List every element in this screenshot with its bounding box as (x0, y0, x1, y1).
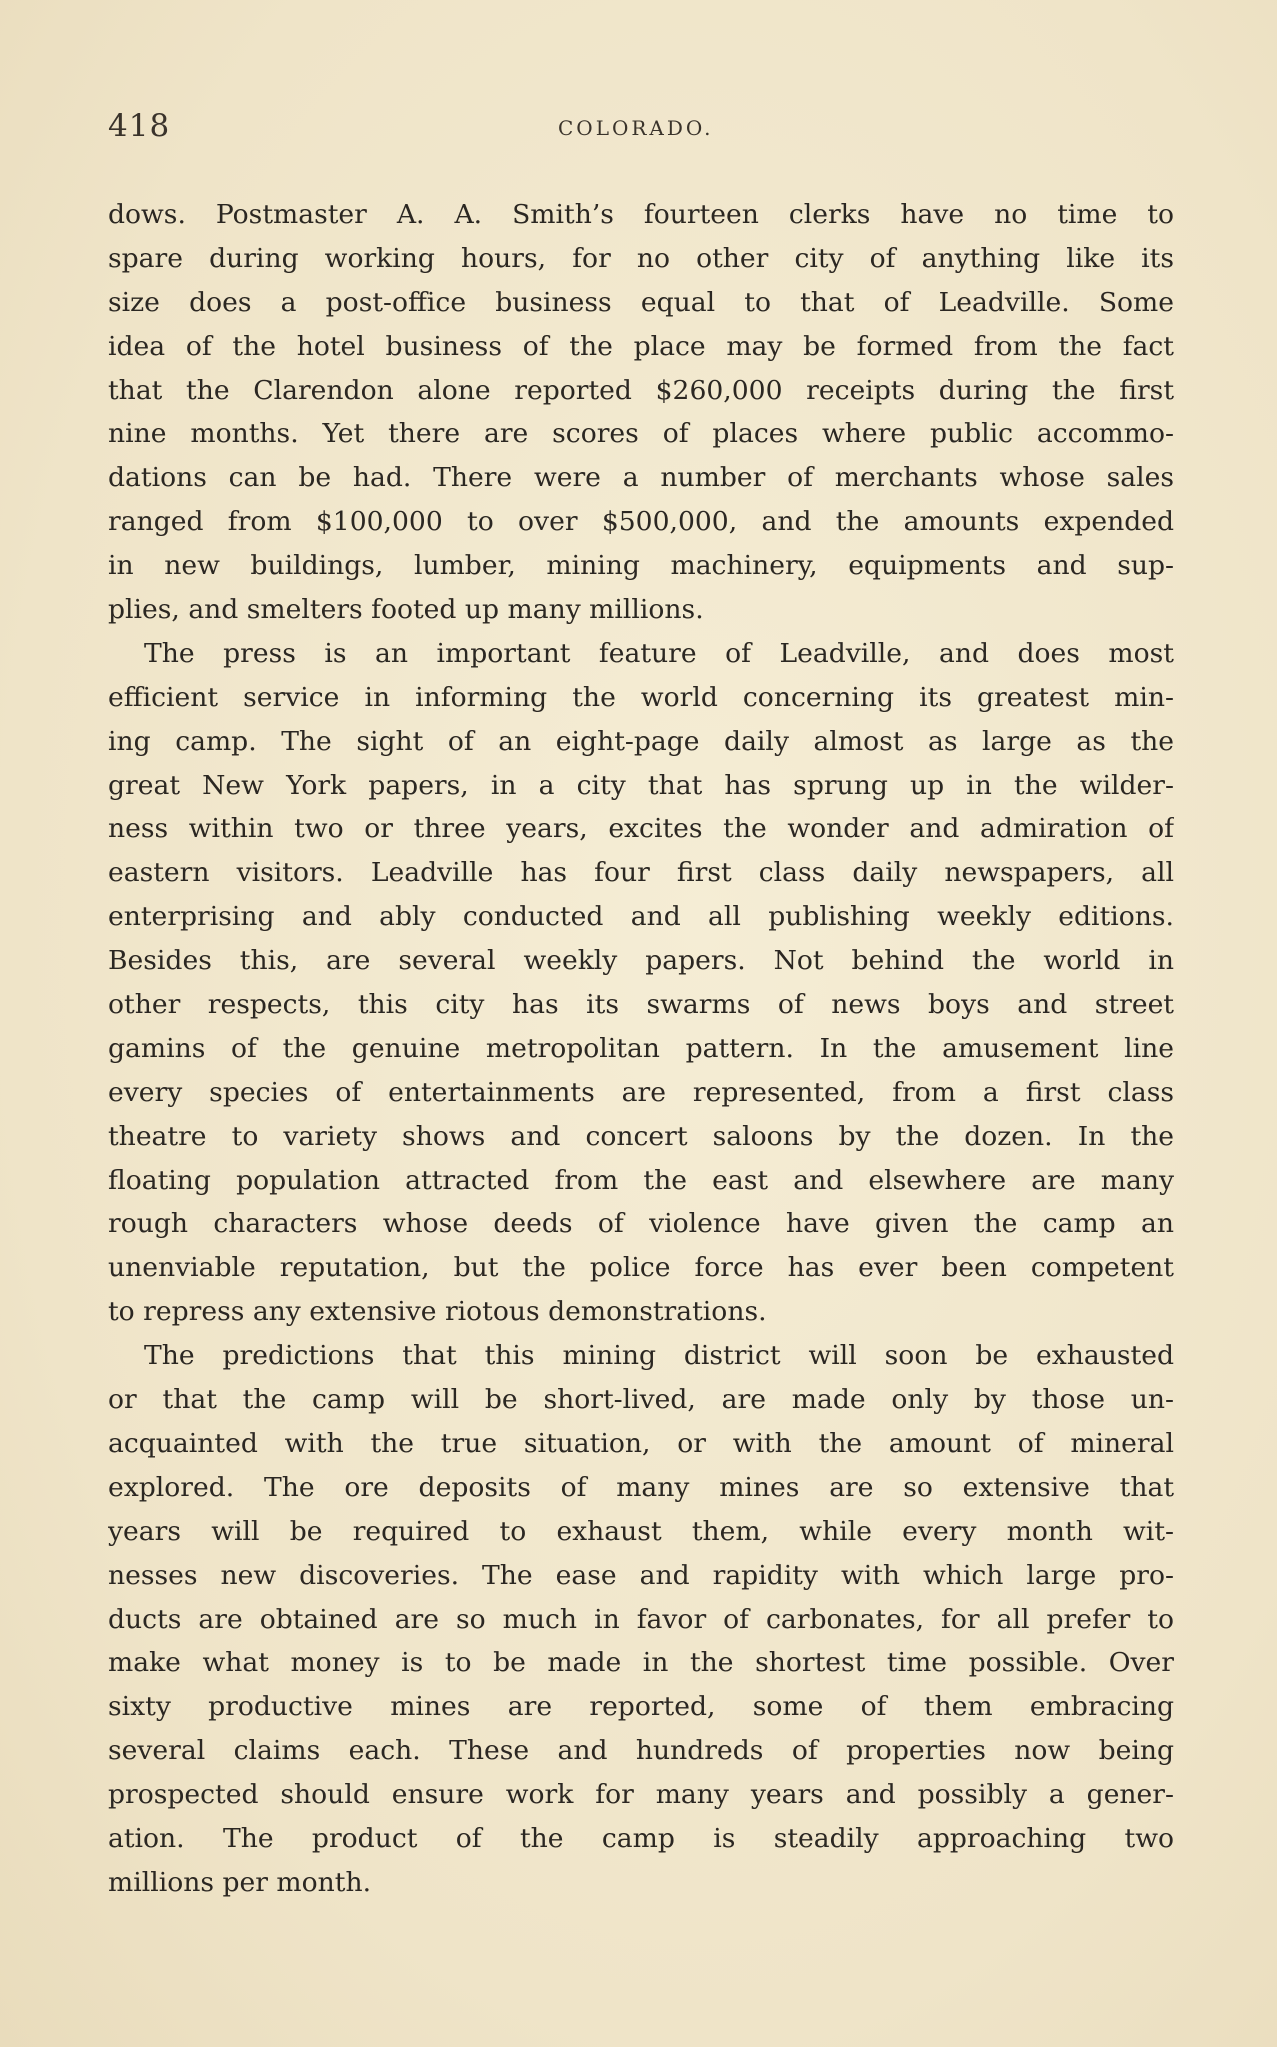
text-line: The predictions that this mining district will soon be exhausted (144, 1340, 1174, 1372)
text-line: that the Clarendon alone reported $260,000 receipts during the first (108, 374, 1174, 406)
text-line: Besides this, are several weekly papers. Not behind the world in (108, 945, 1174, 977)
text-line: idea of the hotel business of the place may be formed from the fact (108, 330, 1174, 362)
text-line: spare during working hours, for no other city of anything like its (108, 242, 1174, 274)
text-line: make what money is to be made in the shortest time possible. Over (108, 1647, 1174, 1679)
text-line: sixty productive mines are reported, some of them embracing (108, 1691, 1174, 1723)
text-line: eastern visitors. Leadville has four first class daily newspapers, all (108, 857, 1174, 889)
text-line: unenviable reputation, but the police force has ever been competent (108, 1252, 1174, 1284)
text-line: ness within two or three years, excites the wonder and admiration of (108, 813, 1174, 845)
text-line: nine months. Yet there are scores of places where public accommo- (108, 418, 1174, 450)
text-line: to repress any extensive riotous demonstrations. (108, 1296, 767, 1328)
text-line: ducts are obtained are so much in favor of carbonates, for all prefer to (108, 1603, 1174, 1635)
text-line: ranged from $100,000 to over $500,000, and the amounts expended (108, 506, 1174, 538)
text-line: acquainted with the true situation, or with the amount of mineral (108, 1427, 1174, 1459)
page-header (108, 108, 1178, 148)
text-line: size does a post-office business equal to that of Leadville. Some (108, 286, 1174, 318)
text-line: every species of entertainments are represented, from a first class (108, 1076, 1174, 1108)
text-line: plies, and smelters footed up many millions. (108, 594, 704, 626)
text-line: several claims each. These and hundreds of properties now being (108, 1735, 1174, 1767)
text-line: millions per month. (108, 1866, 372, 1898)
text-line: ing camp. The sight of an eight-page daily almost as large as the (108, 725, 1174, 757)
text-line: nesses new discoveries. The ease and rapidity with which large pro- (108, 1559, 1174, 1591)
text-line: rough characters whose deeds of violence have given the camp an (108, 1208, 1174, 1240)
page-number: 418 (108, 108, 171, 144)
text-line: great New York papers, in a city that has sprung up in the wilder- (108, 769, 1174, 801)
text-line: The press is an important feature of Leadville, and does most (144, 637, 1174, 669)
running-head: COLORADO. (558, 116, 714, 140)
text-line: enterprising and ably conducted and all publishing weekly editions. (108, 901, 1174, 933)
text-line: prospected should ensure work for many years and possibly a gener- (108, 1779, 1174, 1811)
text-line: other respects, this city has its swarms of news boys and street (108, 989, 1174, 1021)
body-text (108, 193, 1174, 1905)
text-line: dows. Postmaster A. A. Smith’s fourteen clerks have no time to (108, 199, 1174, 230)
text-line: efficient service in informing the world concerning its greatest min- (108, 681, 1174, 713)
text-line: gamins of the genuine metropolitan pattern. In the amusement line (108, 1032, 1174, 1064)
paragraph-2 (108, 632, 1174, 1334)
text-line: floating population attracted from the east and elsewhere are many (108, 1164, 1174, 1196)
paragraph-3 (108, 1334, 1174, 1905)
text-line: explored. The ore deposits of many mines are so extensive that (108, 1471, 1174, 1503)
text-line: dations can be had. There were a number of merchants whose sales (108, 462, 1174, 494)
paragraph-1 (108, 193, 1174, 632)
text-line: years will be required to exhaust them, while every month wit- (108, 1515, 1174, 1547)
text-line: in new buildings, lumber, mining machinery, equipments and sup- (108, 550, 1174, 582)
text-line: theatre to variety shows and concert saloons by the dozen. In the (108, 1120, 1174, 1152)
text-line: or that the camp will be short-lived, are made only by those un- (108, 1384, 1174, 1416)
text-line: ation. The product of the camp is steadily approaching two (108, 1822, 1174, 1854)
